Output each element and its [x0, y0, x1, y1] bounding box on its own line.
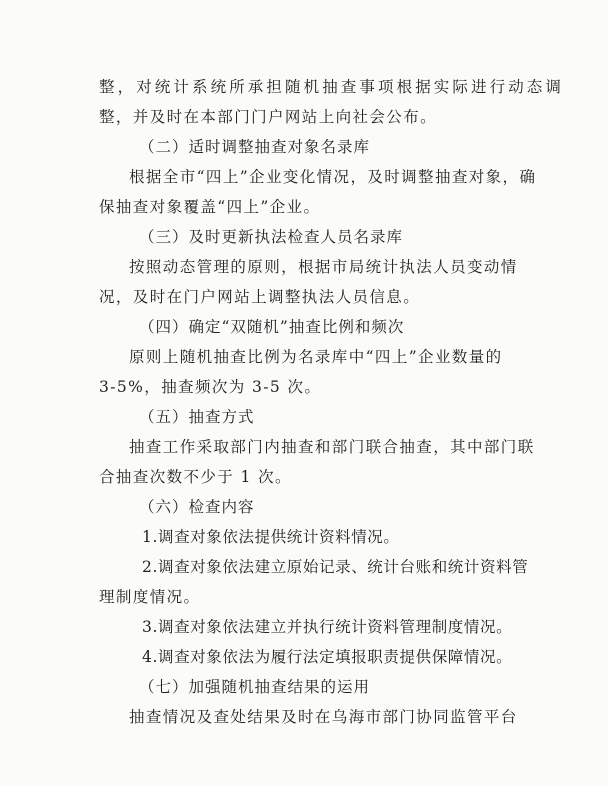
- paragraph-line: 合抽查次数不少于 1 次。: [99, 468, 292, 486]
- paragraph-line: 抽查情况及查处结果及时在乌海市部门协同监管平台: [129, 708, 518, 726]
- paragraph-line: 按照动态管理的原则，根据市局统计执法人员变动情: [129, 258, 518, 276]
- paragraph-line: 原则上随机抽查比例为名录库中“四上”企业数量的: [129, 348, 503, 366]
- paragraph-line: 理制度情况。: [99, 588, 201, 606]
- paragraph-line: 3-5%，抽查频次为 3-5 次。: [99, 378, 322, 396]
- paragraph-line: 整，对统计系统所承担随机抽查事项根据实际进行动态调: [99, 78, 565, 96]
- list-item: 4.调查对象依法为履行法定填报职责提供保障情况。: [142, 648, 513, 666]
- list-item: 1.调查对象依法提供统计资料情况。: [142, 528, 400, 546]
- list-item: 2.调查对象依法建立原始记录、统计台账和统计资料管: [142, 558, 529, 576]
- section-heading: （二）适时调整抽查对象名录库: [139, 138, 371, 156]
- section-heading: （七）加强随机抽查结果的运用: [139, 678, 371, 696]
- paragraph-line: 抽查工作采取部门内抽查和部门联合抽查，其中部门联: [129, 438, 535, 456]
- text-body: [99, 72, 565, 732]
- section-heading: （五）抽查方式: [139, 408, 255, 426]
- section-heading: （三）及时更新执法检查人员名录库: [139, 228, 404, 246]
- paragraph-line: 保抽查对象覆盖“四上”企业。: [99, 198, 321, 216]
- paragraph-line: 况，及时在门户网站上调整执法人员信息。: [99, 288, 421, 306]
- paragraph-line: 根据全市“四上”企业变化情况，及时调整抽查对象，确: [129, 168, 537, 186]
- section-heading: （四）确定“双随机”抽查比例和频次: [139, 318, 405, 336]
- section-heading: （六）检查内容: [139, 498, 255, 516]
- paragraph-line: 整，并及时在本部门门户网站上向社会公布。: [99, 108, 438, 126]
- list-item: 3.调查对象依法建立并执行统计资料管理制度情况。: [142, 618, 513, 636]
